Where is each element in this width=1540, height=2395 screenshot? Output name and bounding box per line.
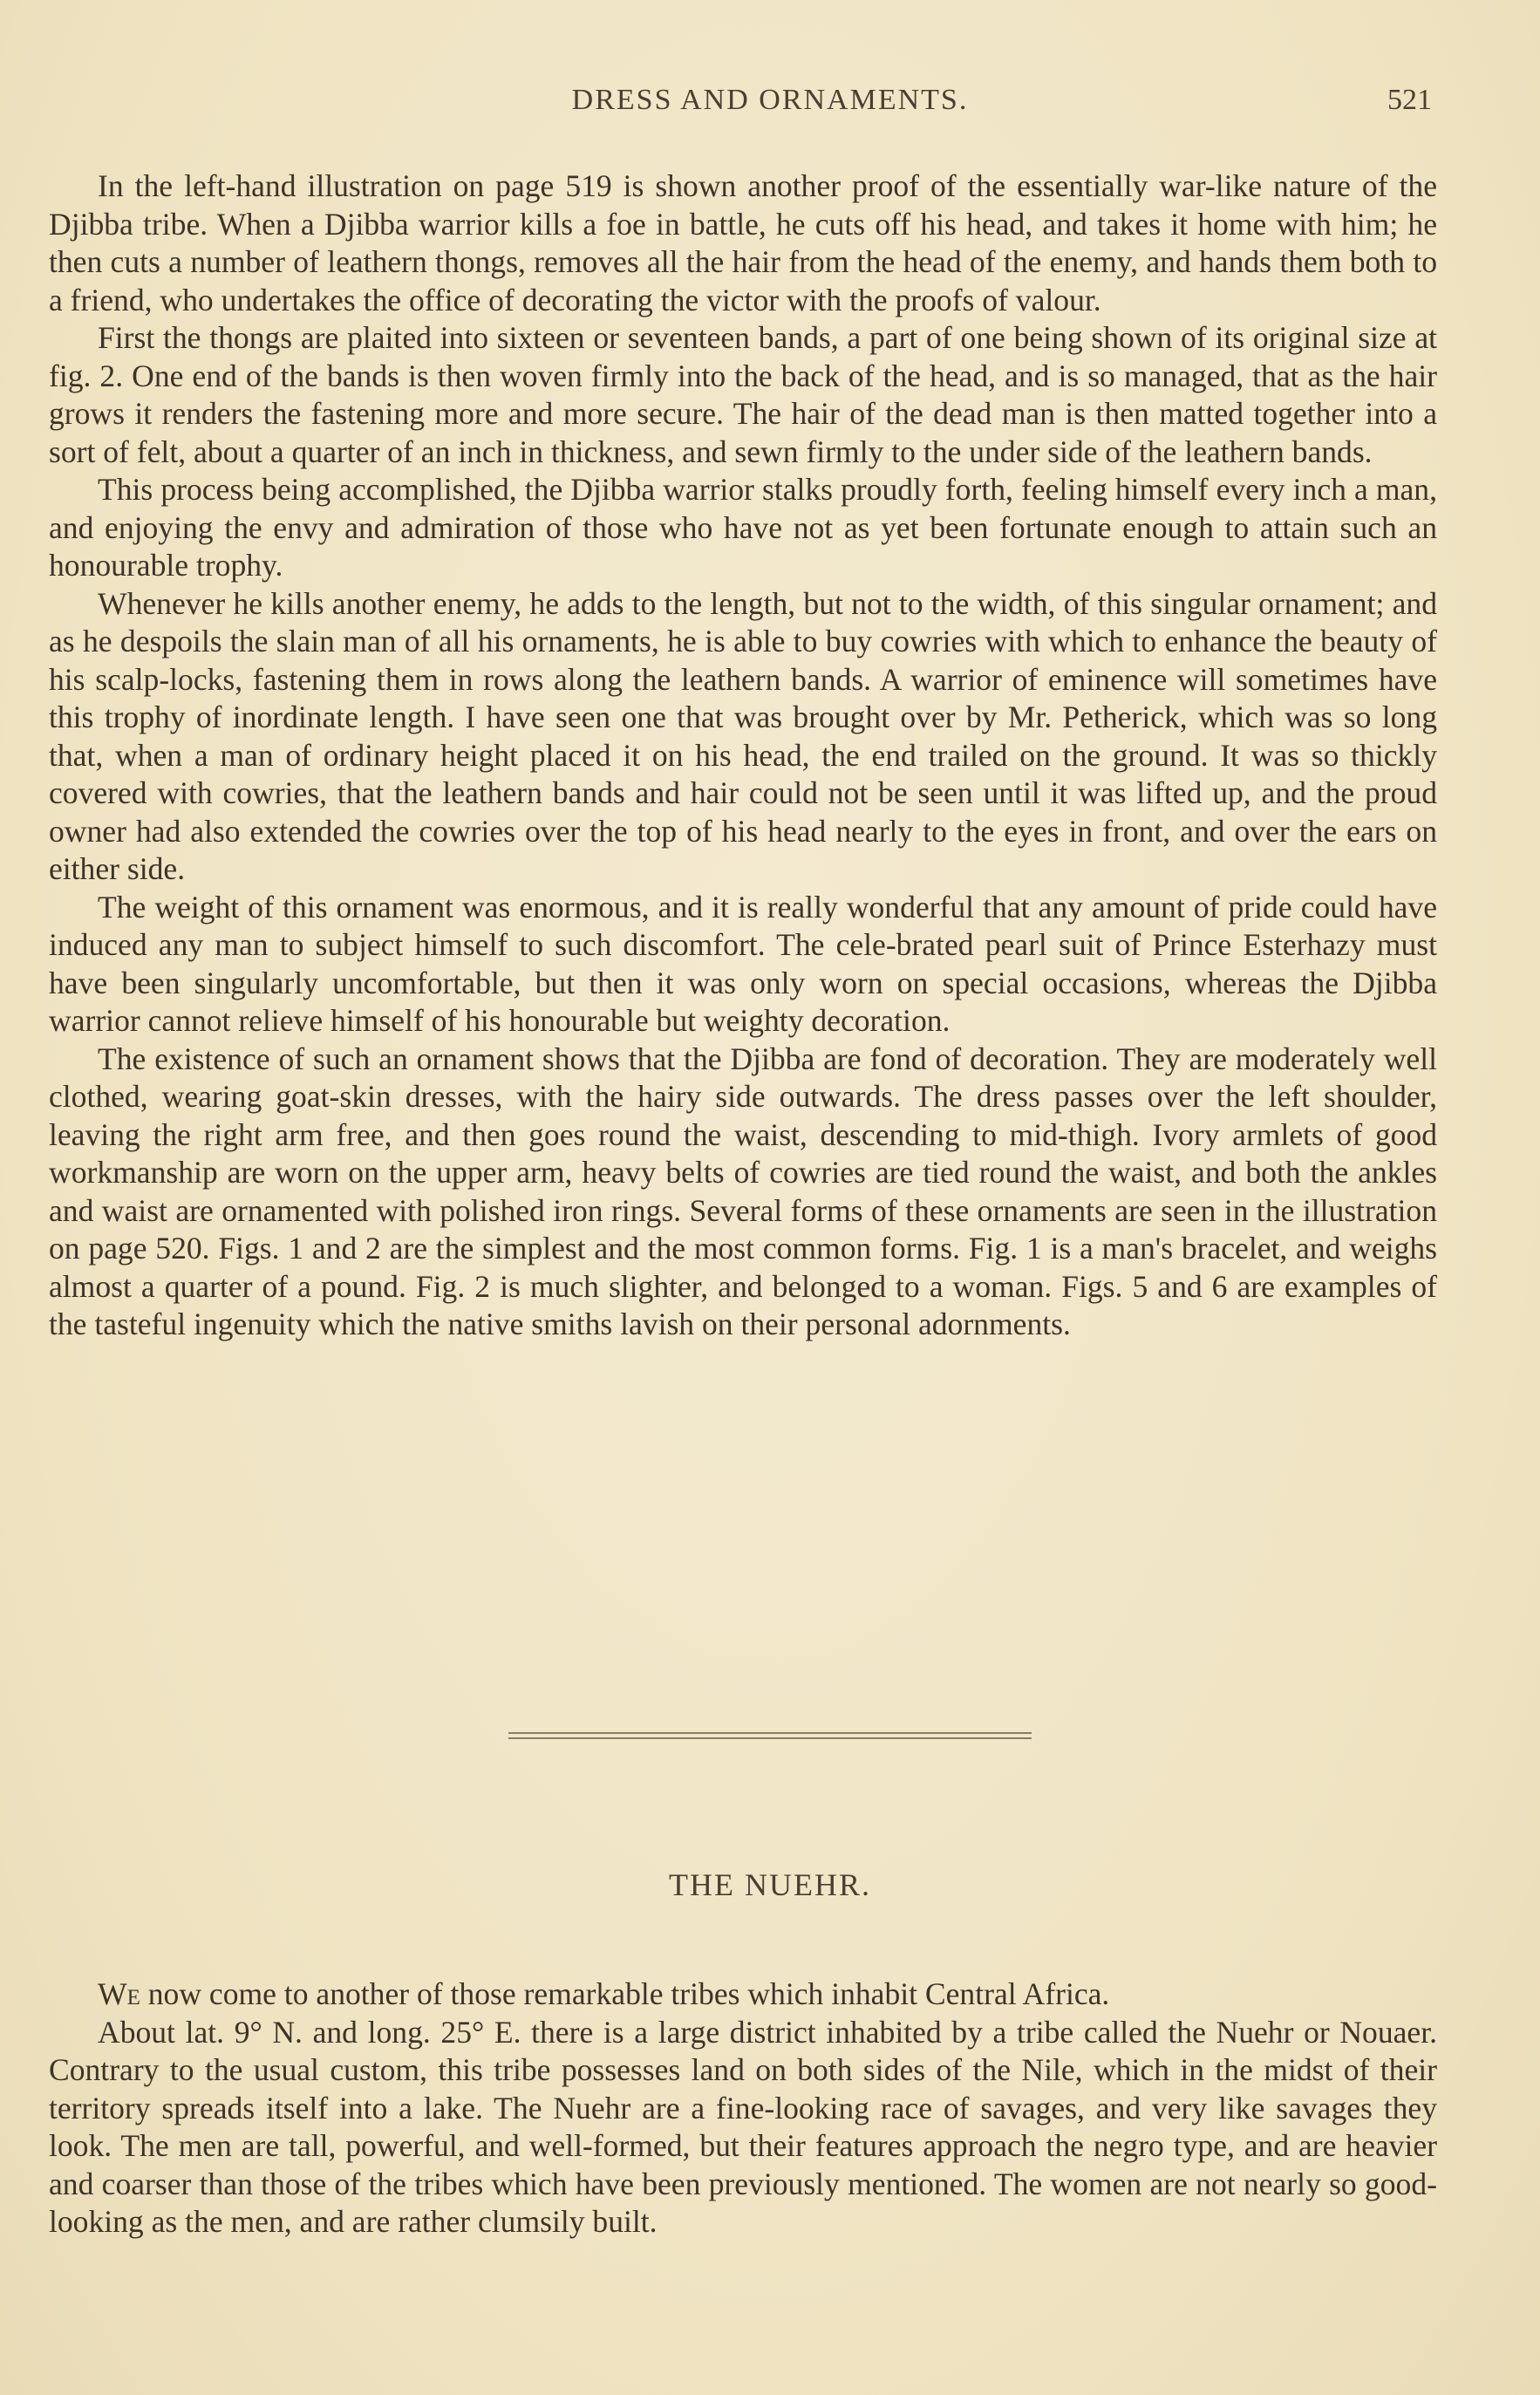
paragraph: In the left-hand illustration on page 519 is shown another proof of the essentially war-like nature of the Djibba tribe. When a Djibba warrior kills a foe in battle, he cuts off his head, and takes it home with him; he then cuts a number of leathern thongs, removes all the hair from the head of the enemy, and hands them both to a friend, who undertakes the office of decorating the victor with the proofs of valour. <box>49 168 1437 317</box>
paragraph: This process being accomplished, the Djibba warrior stalks proudly forth, feeling himself every inch a man, and enjoying the envy and admiration of those who have not as yet been fortunate enough to attain such an honourable trophy. <box>49 472 1437 583</box>
section-divider <box>508 1732 1032 1739</box>
divider-rule <box>508 1737 1032 1739</box>
lead-word: We <box>98 1976 140 2011</box>
section-the-nuehr <box>49 1975 1437 2241</box>
paragraph: The existence of such an ornament shows that the Djibba are fond of decoration. They are moderately well clothed, wearing goat-skin dresses, with the hairy side outwards. The dress passes over the left shoulder, leaving the right arm free, and then goes round the waist, descending to mid-thigh. Ivory armlets of good workmanship are worn on the upper arm, heavy belts of cowries are tied round the waist, and both the ankles and waist are ornamented with polished iron rings. Several forms of these ornaments are seen in the illustration on page 520. Figs. 1 and 2 are the simplest and the most common forms. Fig. 1 is a man's bracelet, and weighs almost a quarter of a pound. Fig. 2 is much slighter, and belonged to a woman. Figs. 5 and 6 are examples of the tasteful ingenuity which the native smiths lavish on their personal adornments. <box>49 1041 1437 1341</box>
paragraph-text: now come to another of those remarkable tribes which inhabit Central Africa. <box>140 1976 1110 2011</box>
paragraph: The weight of this ornament was enormous, and it is really wonderful that any amount of pride could have induced any man to subject himself to such discomfort. The cele-brated pearl suit of Prince Esterhazy must have been singularly uncomfortable, but then it was only worn on special occasions, whereas the Djibba warrior cannot relieve himself of his honourable but weighty decoration. <box>49 889 1437 1038</box>
running-title: DRESS AND ORNAMENTS. <box>571 84 969 116</box>
page-number: 521 <box>1387 84 1432 116</box>
divider-rule <box>508 1732 1032 1734</box>
section-heading: THE NUEHR. <box>669 1867 871 1902</box>
paragraph: First the thongs are plaited into sixteen or seventeen bands, a part of one being shown of its original size at fig. 2. One end of the bands is then woven firmly into the back of the head, and is so managed, that as the hair grows it renders the fastening more and more secure. The hair of the dead man is then matted together into a sort of felt, about a quarter of an inch in thickness, and sewn firmly to the under side of the leathern bands. <box>49 320 1437 469</box>
paragraph: Whenever he kills another enemy, he adds to the length, but not to the width, of this singular ornament; and as he despoils the slain man of all his ornaments, he is able to buy cowries with which to enhance the beauty of his scalp-locks, fastening them in rows along the leathern bands. A warrior of eminence will sometimes have this trophy of inordinate length. I have seen one that was brought over by Mr. Petherick, which was so long that, when a man of ordinary height placed it on his head, the end trailed on the ground. It was so thickly covered with cowries, that the leathern bands and hair could not be seen until it was lifted up, and the proud owner had also extended the cowries over the top of his head nearly to the eyes in front, and over the ears on either side. <box>49 585 1437 886</box>
paragraph: About lat. 9° N. and long. 25° E. there is a large district inhabited by a tribe called the Nuehr or Nouaer. Contrary to the usual custom, this tribe possesses land on both sides of the Nile, which in the midst of their territory spreads itself into a lake. The Nuehr are a fine-looking race of savages, and very like savages they look. The men are tall, powerful, and well-formed, but their features approach the negro type, and are heavier and coarser than those of the tribes which have been previously mentioned. The women are not nearly so good-looking as the men, and are rather clumsily built. <box>49 2014 1437 2239</box>
running-head <box>0 84 1540 136</box>
paragraph <box>49 1975 1437 2014</box>
section-dress-and-ornaments <box>49 167 1437 1344</box>
